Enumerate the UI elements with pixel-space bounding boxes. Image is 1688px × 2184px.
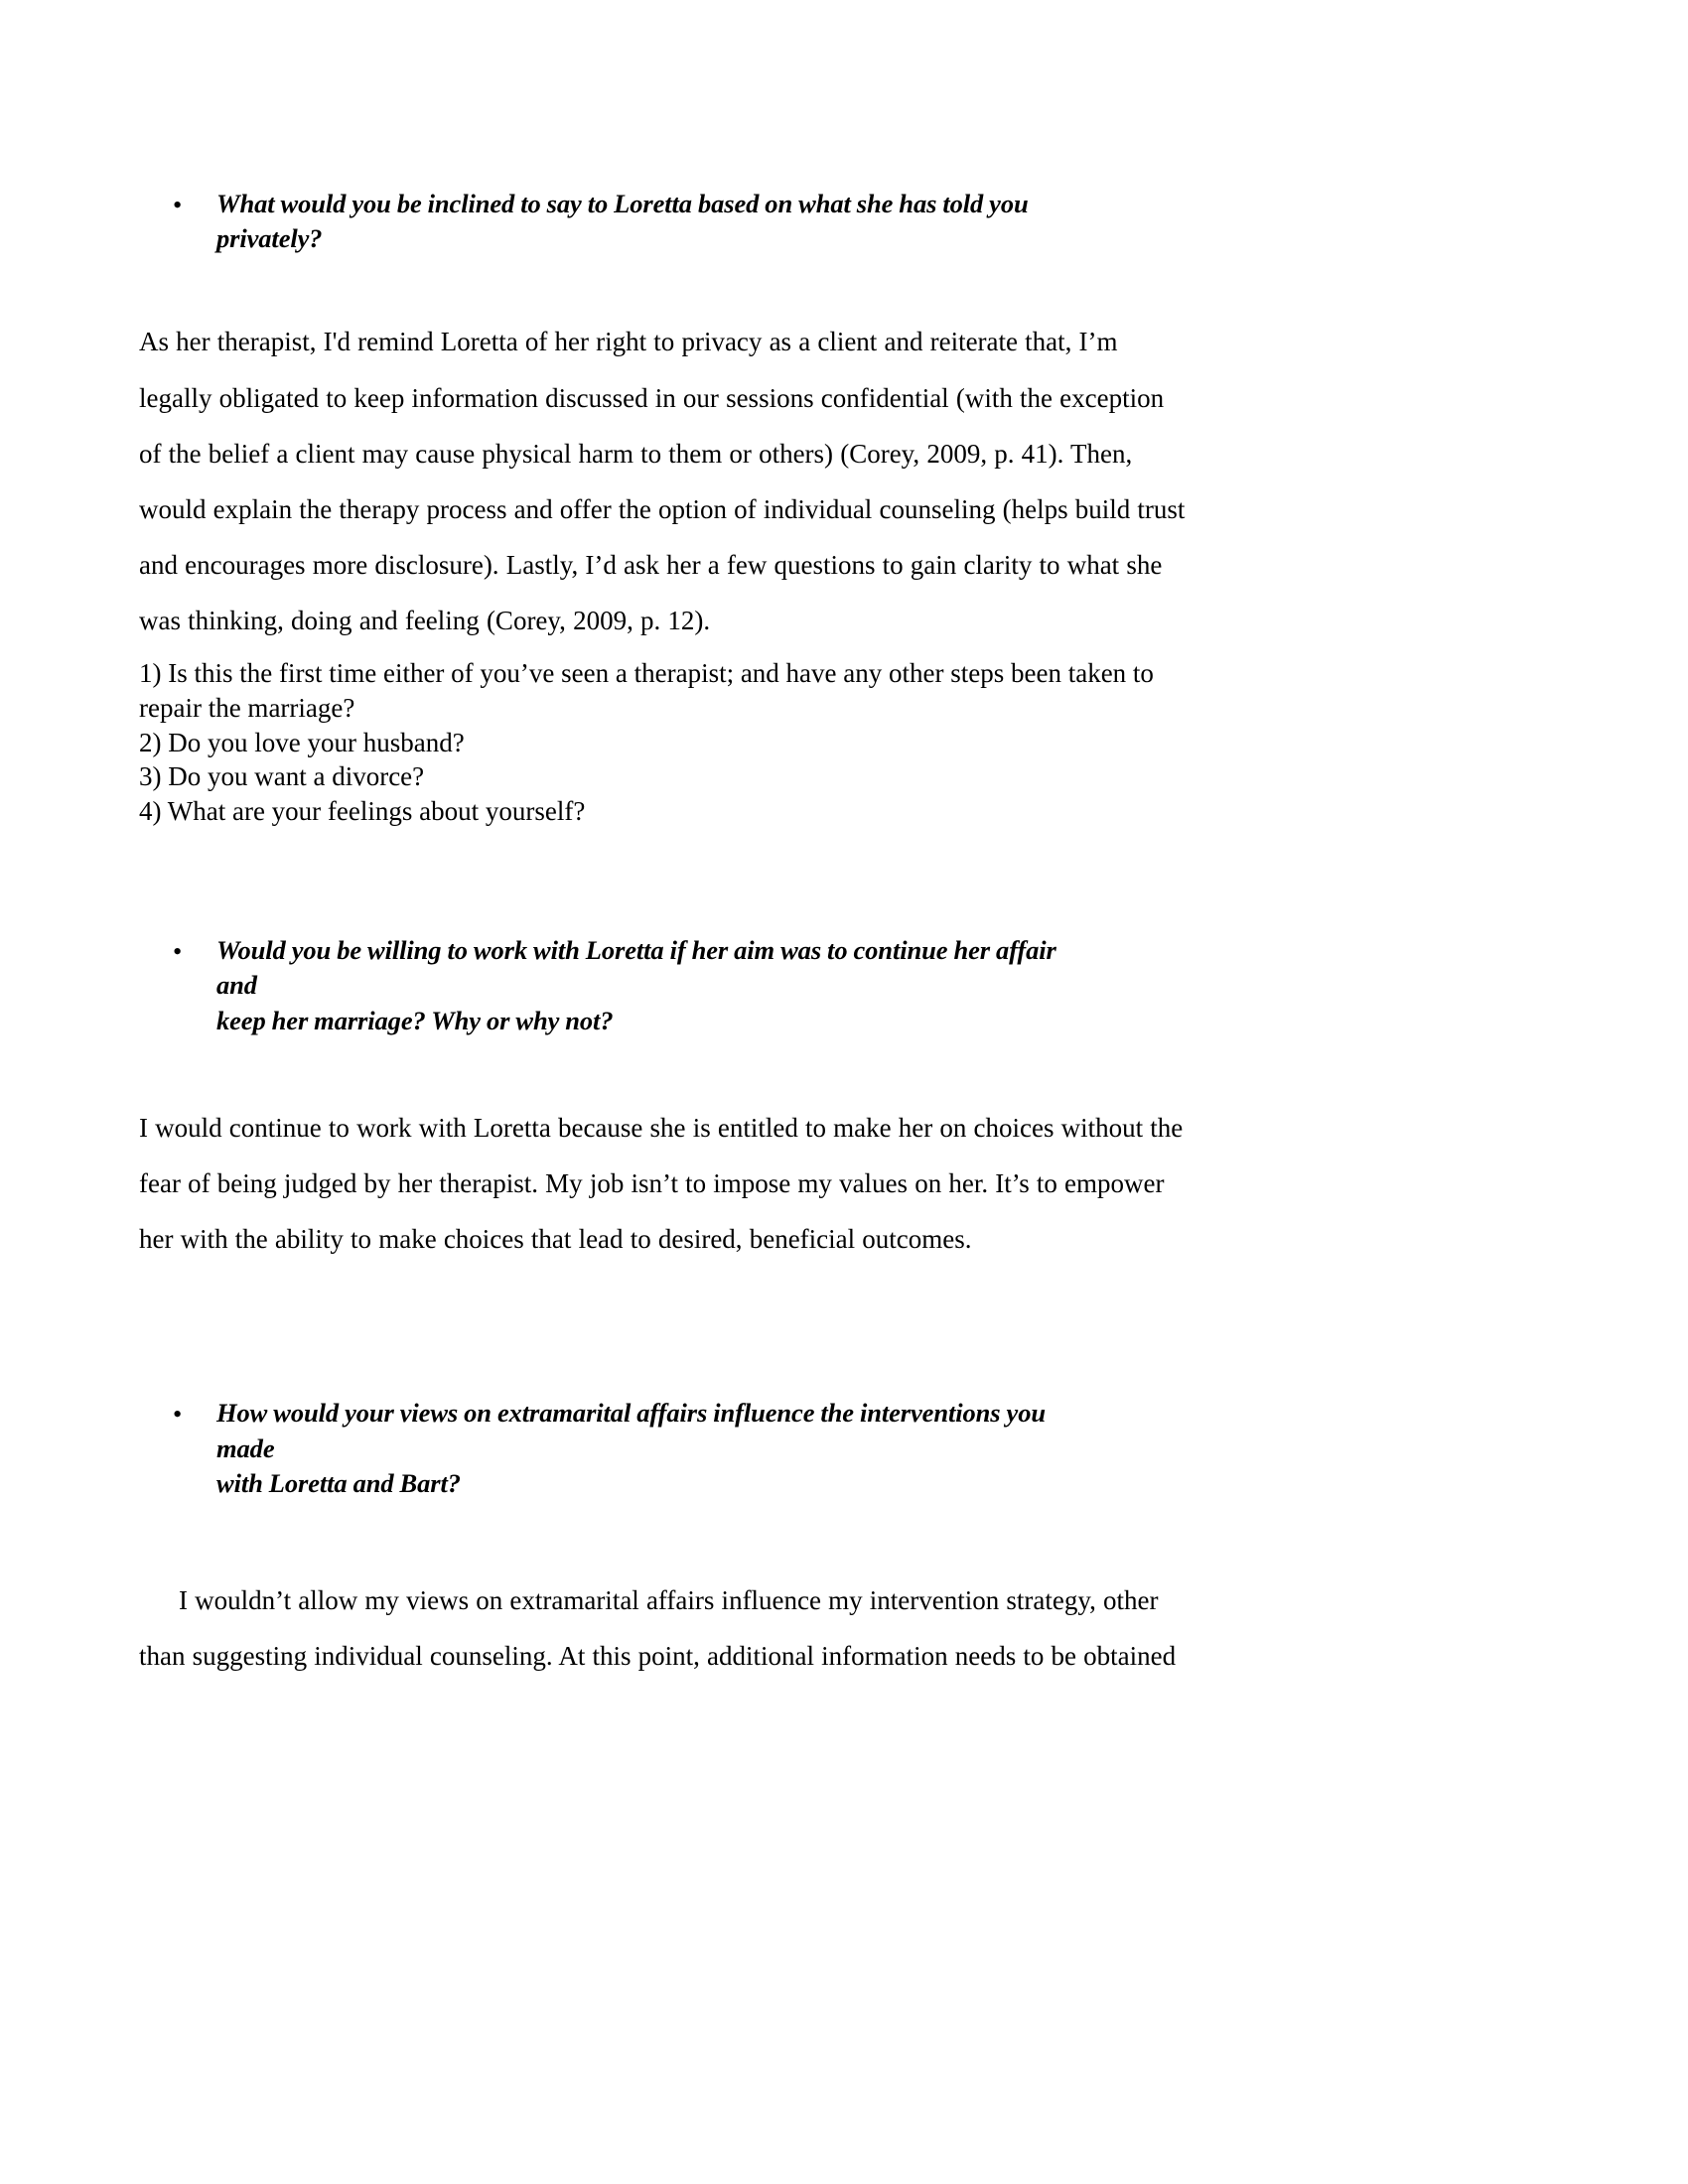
document-text-column (139, 0, 1186, 1684)
bullet-question-2-line-2: keep her marriage? Why or why not? (216, 1005, 614, 1035)
list-item-1-line-1: 1) Is this the first time either of you’ve seen a therapist; and have any other steps been taken to (139, 658, 1154, 689)
answer-2-line-2: fear of being judged by her therapist. My job isn’t to impose my values on her. It’s to empower (139, 1168, 1165, 1198)
answer-1-line-4: would explain the therapy process and offer the option of individual counseling (helps build trust (139, 493, 1186, 524)
bullet-question-3 (139, 1396, 1072, 1501)
bullet-question-3-line-1: How would your views on extramarital affairs influence the interventions you made (216, 1398, 1046, 1463)
spacer-answer2-bullet3 (139, 1267, 1072, 1396)
answer-2-line-1: I would continue to work with Loretta because she is entitled to make her on choices without the (139, 1112, 1184, 1143)
list-item-3: 3) Do you want a divorce? (139, 761, 425, 792)
answer-2-line-3: her with the ability to make choices that lead to desired, beneficial outcomes. (139, 1224, 972, 1255)
answer-1-line-2: legally obligated to keep information discussed in our sessions confidential (with the exception (139, 382, 1165, 413)
answer-1-line-5: and encourages more disclosure). Lastly, I’d ask her a few questions to gain clarity to what she (139, 550, 1163, 581)
answer-paragraph-2 (139, 1100, 1184, 1267)
bullet-question-1-text: What would you be inclined to say to Loretta based on what she has told you privately? (216, 189, 1029, 254)
bullet-question-3-line-2: with Loretta and Bart? (216, 1467, 461, 1498)
answer-paragraph-3 (139, 1572, 1177, 1684)
bullet-question-1 (139, 187, 1072, 256)
bullet-dot-icon: • (173, 189, 183, 219)
answer-1-line-3: of the belief a client may cause physical harm to them or others) (Corey, 2009, p. 41). Then, (139, 438, 1133, 469)
bullet-dot-icon: • (173, 1398, 183, 1429)
spacer-bullet1-answer1 (139, 256, 1072, 314)
spacer-bullet3-answer3 (139, 1501, 1072, 1572)
spacer-bullet2-answer2 (139, 1038, 1072, 1100)
spacer-answer1-list (139, 648, 1072, 656)
list-item-4: 4) What are your feelings about yourself? (139, 795, 586, 826)
answer-3-line-1: I wouldn’t allow my views on extramarital affairs influence my intervention strategy, other (179, 1585, 1159, 1616)
bullet-dot-icon: • (173, 935, 183, 966)
bullet-question-2 (139, 933, 1072, 1038)
spacer-list-bullet2 (139, 828, 1072, 933)
answer-paragraph-1 (139, 314, 1186, 648)
bullet-question-2-line-1: Would you be willing to work with Loretta if her aim was to continue her affair and (216, 935, 1056, 1001)
top-margin-spacer (139, 0, 1072, 187)
list-item-1-line-2: repair the marriage? (139, 692, 355, 723)
answer-1-line-6: was thinking, doing and feeling (Corey, 2009, p. 12). (139, 606, 711, 636)
answer-3-line-2: than suggesting individual counseling. At this point, additional information needs to be obtained (139, 1641, 1177, 1672)
list-item-2: 2) Do you love your husband? (139, 727, 465, 757)
answer-1-line-1: As her therapist, I'd remind Loretta of her right to privacy as a client and reiterate that, I’m (139, 327, 1118, 357)
therapist-question-list (139, 656, 1154, 828)
